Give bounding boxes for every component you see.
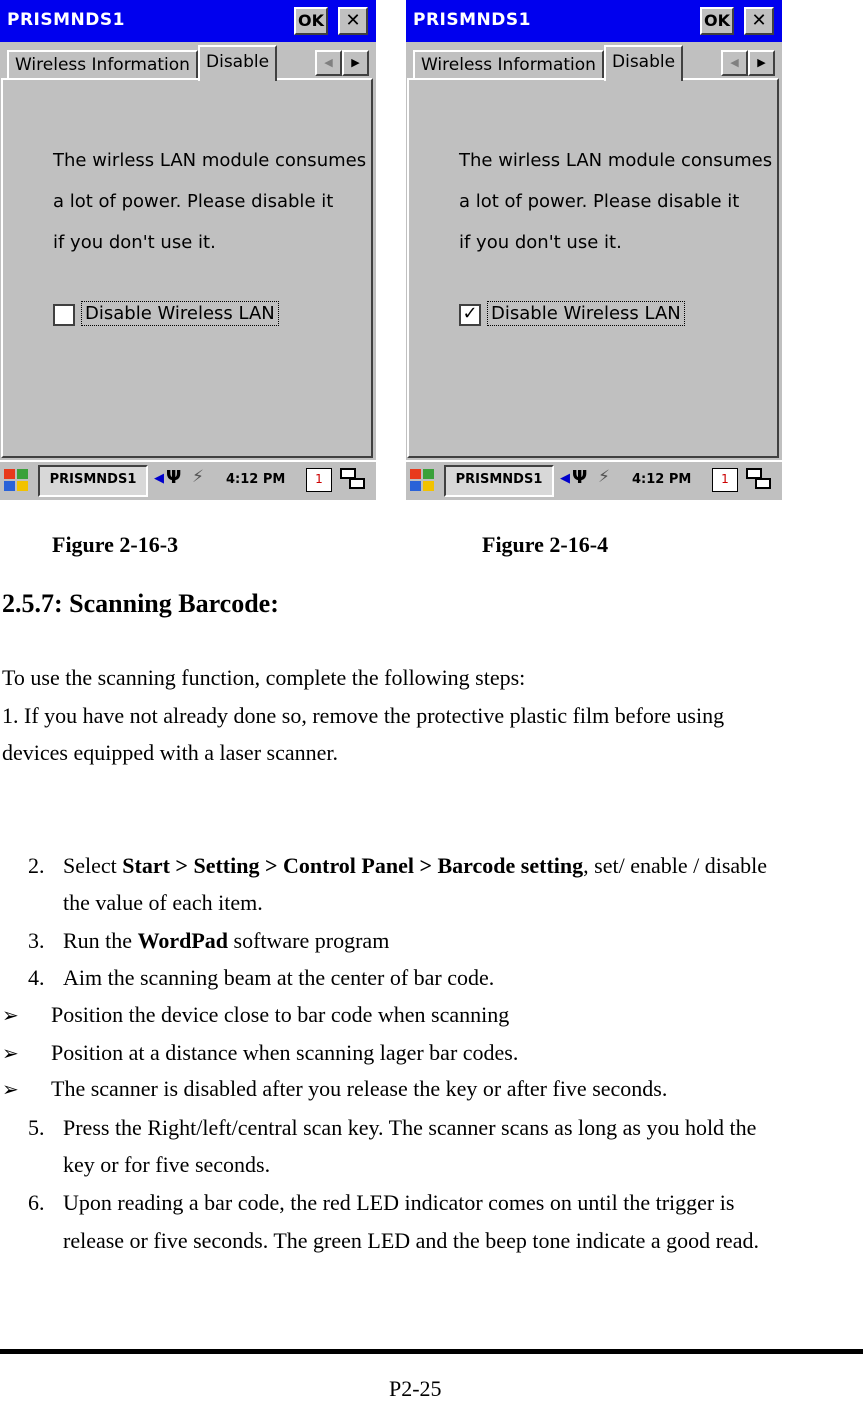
input-panel-icon[interactable]: 1: [712, 468, 738, 492]
step-2-line-1: [63, 853, 767, 879]
tab-scroll-left-icon[interactable]: ◀: [721, 50, 748, 76]
tab-scroll-buttons: [721, 50, 775, 76]
clock[interactable]: 4:12 PM: [632, 472, 692, 487]
disable-panel: [1, 78, 373, 458]
bullet-item-3: The scanner is disabled after you release the key or after five seconds.: [51, 1076, 668, 1101]
power-plug-icon[interactable]: ⚡: [598, 467, 610, 487]
step-3-number: 3.: [28, 928, 45, 953]
message-line-1: The wirless LAN module consumes: [53, 150, 367, 171]
step-4-number: 4.: [28, 965, 45, 990]
bullet-arrow-icon: ➢: [2, 1043, 19, 1065]
figure-caption-2: Figure 2-16-4: [482, 532, 609, 557]
antenna-icon[interactable]: Ψ: [572, 467, 588, 488]
system-tray: [558, 465, 708, 497]
page-number: P2-25: [389, 1376, 442, 1401]
step-6-number: 6.: [28, 1190, 45, 1215]
windows-start-icon[interactable]: [4, 469, 30, 493]
step-2-post: , set/ enable / disable: [583, 853, 768, 878]
message-line-3: if you don't use it.: [459, 232, 622, 253]
step-5-line-1: Press the Right/left/central scan key. The scanner scans as long as you hold the: [63, 1115, 757, 1140]
tray-arrow-icon[interactable]: ◀: [560, 471, 570, 486]
clock[interactable]: 4:12 PM: [226, 472, 286, 487]
window-title: PRISMNDS1: [413, 10, 531, 30]
step-6-line-1: Upon reading a bar code, the red LED indicator comes on until the trigger is: [63, 1190, 735, 1215]
section-heading: 2.5.7: Scanning Barcode:: [2, 589, 279, 618]
tab-disable[interactable]: Disable: [198, 45, 277, 81]
tab-scroll-right-icon[interactable]: ▶: [748, 50, 775, 76]
step-2-pre: Select: [63, 853, 123, 878]
ok-button[interactable]: OK: [294, 7, 328, 35]
bullet-arrow-icon: ➢: [2, 1079, 19, 1101]
taskbar-app-button[interactable]: PRISMNDS1: [38, 465, 148, 497]
system-tray: [152, 465, 302, 497]
message-line-2: a lot of power. Please disable it: [53, 191, 334, 212]
message-line-2: a lot of power. Please disable it: [459, 191, 740, 212]
tab-wireless-information[interactable]: Wireless Information: [7, 50, 198, 80]
antenna-icon[interactable]: Ψ: [166, 467, 182, 488]
step-5-line-2: key or for five seconds.: [63, 1152, 271, 1177]
bullet-arrow-icon: ➢: [2, 1005, 19, 1027]
bullet-item-1: Position the device close to bar code when scanning: [51, 1002, 510, 1027]
taskbar: [0, 460, 376, 500]
disable-panel: [407, 78, 779, 458]
message-line-1: The wirless LAN module consumes: [459, 150, 773, 171]
intro-line-2: 1. If you have not already done so, remove the protective plastic film before using: [2, 703, 725, 728]
tab-scroll-buttons: [315, 50, 369, 76]
tab-scroll-left-icon[interactable]: ◀: [315, 50, 342, 76]
intro-line-1: To use the scanning function, complete the following steps:: [2, 665, 526, 690]
input-panel-icon[interactable]: 1: [306, 468, 332, 492]
taskbar-app-button[interactable]: PRISMNDS1: [444, 465, 554, 497]
switch-windows-icon[interactable]: [746, 468, 776, 494]
close-button[interactable]: ✕: [338, 7, 368, 35]
title-bar: [0, 0, 376, 42]
figure-caption-1: Figure 2-16-3: [52, 532, 179, 557]
tab-row: [0, 42, 376, 82]
message-line-3: if you don't use it.: [53, 232, 216, 253]
step-2-menu-path: Start > Setting > Control Panel > Barcode setting: [122, 853, 584, 878]
step-4-line: Aim the scanning beam at the center of bar code.: [63, 965, 495, 990]
windows-start-icon[interactable]: [410, 469, 436, 493]
step-3-post: software program: [228, 928, 390, 953]
device-screen-figure-2-16-3: [0, 0, 376, 500]
disable-wireless-label[interactable]: Disable Wireless LAN: [81, 301, 279, 326]
step-3-program: WordPad: [137, 928, 229, 953]
step-5-number: 5.: [28, 1115, 45, 1140]
disable-wireless-checkbox[interactable]: ✓: [459, 304, 481, 326]
tab-scroll-right-icon[interactable]: ▶: [342, 50, 369, 76]
tray-arrow-icon[interactable]: ◀: [154, 471, 164, 486]
step-2-line-2: the value of each item.: [63, 890, 263, 915]
step-3-pre: Run the: [63, 928, 138, 953]
intro-line-3: devices equipped with a laser scanner.: [2, 740, 338, 765]
ok-button[interactable]: OK: [700, 7, 734, 35]
tab-wireless-information[interactable]: Wireless Information: [413, 50, 604, 80]
step-3-line: [63, 928, 389, 954]
tab-disable[interactable]: Disable: [604, 45, 683, 81]
disable-wireless-label[interactable]: Disable Wireless LAN: [487, 301, 685, 326]
step-2-number: 2.: [28, 853, 45, 878]
window-title: PRISMNDS1: [7, 10, 125, 30]
device-screen-figure-2-16-4: [406, 0, 782, 500]
disable-wireless-checkbox[interactable]: [53, 304, 75, 326]
taskbar: [406, 460, 782, 500]
bullet-item-2: Position at a distance when scanning lager bar codes.: [51, 1040, 519, 1065]
switch-windows-icon[interactable]: [340, 468, 370, 494]
title-bar: [406, 0, 782, 42]
power-plug-icon[interactable]: ⚡: [192, 467, 204, 487]
tab-row: [406, 42, 782, 82]
step-6-line-2: release or five seconds. The green LED and the beep tone indicate a good read.: [63, 1228, 759, 1253]
footer-rule: [0, 1349, 863, 1354]
close-button[interactable]: ✕: [744, 7, 774, 35]
